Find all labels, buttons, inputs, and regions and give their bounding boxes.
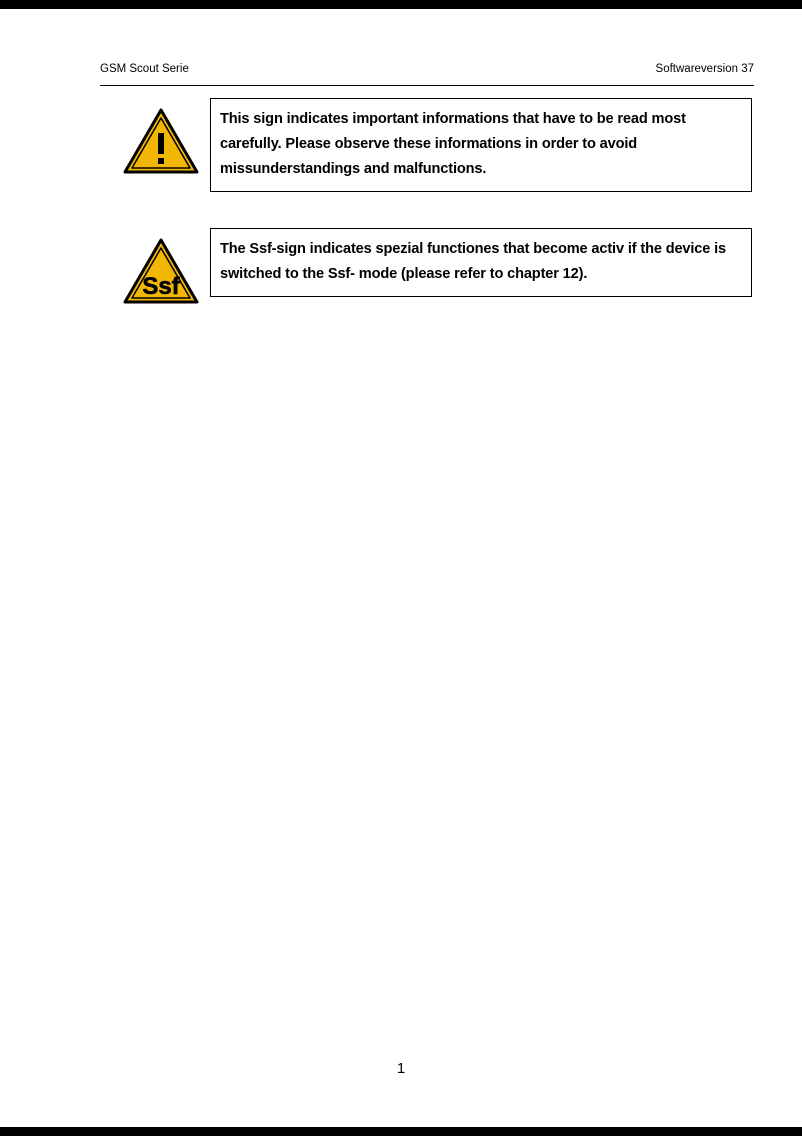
svg-text:Ssf: Ssf (142, 273, 180, 300)
page-bottom-border (0, 1127, 802, 1136)
header-divider (100, 85, 754, 86)
header-right-text: Softwareversion 37 (655, 63, 754, 75)
note-text-box (210, 228, 752, 297)
running-header (100, 62, 754, 86)
header-left-text: GSM Scout Serie (100, 63, 189, 75)
note-text: This sign indicates important informations that have to be read most carefully. Please observe these informations in order to avoid missunderstandings and malfunctions. (220, 111, 686, 177)
warning-triangle-ssf-icon (122, 236, 200, 306)
note-text-box (210, 98, 752, 192)
page-top-border (0, 0, 802, 9)
note-text: The Ssf-sign indicates spezial functiones that become activ if the device is switched to the Ssf- mode (please refer to chapter 12). (220, 241, 727, 282)
page-number: 1 (396, 1060, 406, 1077)
warning-triangle-exclamation-icon (122, 106, 200, 176)
